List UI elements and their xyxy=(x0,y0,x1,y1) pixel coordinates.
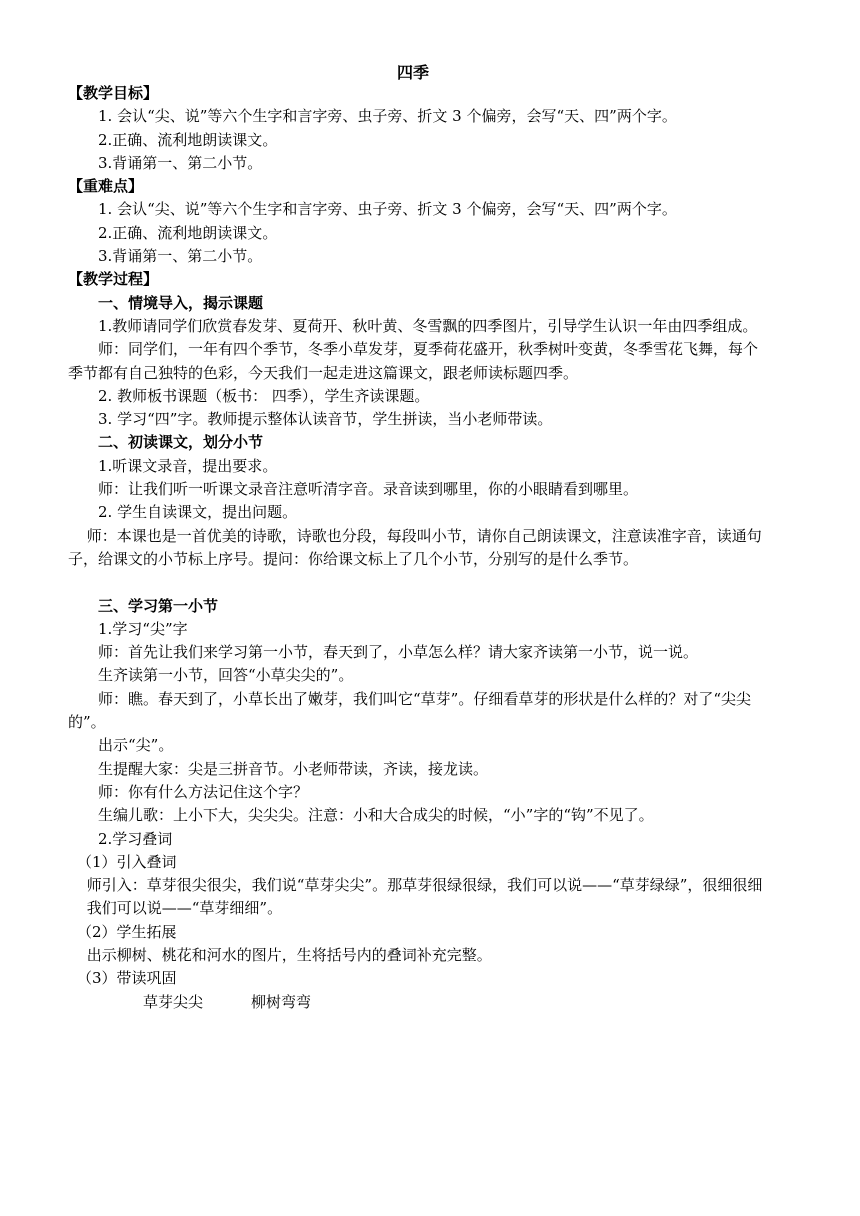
subsection-title-2: （2）学生拓展 xyxy=(77,922,177,941)
paragraph: 师：同学们，一年有四个季节，冬季小草发芽，夏季荷花盛开，秋季树叶变黄，冬季雪花飞舞，每个季节都有自己独特的色彩，今天我们一起走进这篇课文，跟老师读标题四季。 xyxy=(68,340,759,382)
part3-title: 三、学习第一小节 xyxy=(98,596,219,615)
word-row xyxy=(68,991,768,1014)
section-heading-keypoints: 【重难点】 xyxy=(68,177,144,196)
document-body xyxy=(68,82,768,1014)
paragraph: 1.教师请同学们欣赏春发芽、夏荷开、秋叶黄、冬雪飘的四季图片，引导学生认识一年由四季组成。 xyxy=(98,316,758,335)
paragraph: 生提醒大家：尖是三拼音节。小老师带读，齐读，接龙读。 xyxy=(98,759,489,778)
section-heading-goals: 【教学目标】 xyxy=(68,84,159,102)
word-item: 柳树弯弯 xyxy=(251,992,312,1011)
blank-line xyxy=(68,571,768,594)
word-item: 草芽尖尖 xyxy=(143,992,204,1011)
paragraph: 生编儿歌：上小下大，尖尖尖。注意：小和大合成尖的时候，“小”字的“钩”不见了。 xyxy=(98,806,654,825)
paragraph: 师引入：草芽很尖很尖，我们说“草芽尖尖”。那草芽很绿很绿，我们可以说——“草芽绿绿”，很细很细我们可以说——“草芽细细”。 xyxy=(86,876,763,918)
paragraph: 师：瞧。春天到了，小草长出了嫩芽，我们叫它“草芽”。仔细看草芽的形状是什么样的？对了“尖尖的”。 xyxy=(68,689,752,732)
document-title: 四季 xyxy=(396,63,429,82)
goal-item-1: 1. 会认“尖、说”等六个生字和言字旁、虫子旁、折文 3 个偏旁，会写“天、四”两个字。 xyxy=(98,107,677,126)
section-heading-process: 【教学过程】 xyxy=(68,270,159,289)
part1-title: 一、情境导入，揭示课题 xyxy=(98,293,264,312)
paragraph: 2.学习叠词 xyxy=(98,829,173,848)
paragraph: 1.学习“尖”字 xyxy=(98,619,188,638)
subsection-title-1: （1）引入叠词 xyxy=(77,852,177,871)
keypoint-item-1: 1. 会认“尖、说”等六个生字和言字旁、虫子旁、折文 3 个偏旁，会写“天、四”两个字。 xyxy=(98,200,677,219)
keypoint-item-2: 2.正确、流利地朗读课文。 xyxy=(98,223,278,242)
paragraph: 师：让我们听一听课文录音注意听清字音。录音读到哪里，你的小眼睛看到哪里。 xyxy=(98,480,639,499)
paragraph: 出示柳树、桃花和河水的图片，生将括号内的叠词补充完整。 xyxy=(86,945,492,964)
paragraph: 出示“尖”。 xyxy=(98,736,174,755)
part2-title: 二、初读课文，划分小节 xyxy=(98,433,264,452)
paragraph: 3. 学习“四”字。教师提示整体认读音节，学生拼读，当小老师带读。 xyxy=(98,410,553,429)
paragraph: 1.听课文录音，提出要求。 xyxy=(98,456,278,475)
paragraph: 生齐读第一小节，回答“小草尖尖的”。 xyxy=(98,666,354,685)
goal-item-2: 2.正确、流利地朗读课文。 xyxy=(98,130,278,149)
goal-item-3: 3.背诵第一、第二小节。 xyxy=(98,153,263,172)
paragraph: 师：首先让我们来学习第一小节，春天到了，小草怎么样？请大家齐读第一小节，说一说。 xyxy=(98,643,699,662)
paragraph: 师：你有什么方法记住这个字？ xyxy=(98,782,309,801)
subsection-title-3: （3）带读巩固 xyxy=(77,969,177,988)
paragraph: 2. 学生自读课文，提出问题。 xyxy=(98,503,298,522)
paragraph: 师：本课也是一首优美的诗歌，诗歌也分段，每段叫小节，请你自己朗读课文，注意读准字音，读通句子，给课文的小节标上序号。提问：你给课文标上了几个小节，分别写的是什么季节。 xyxy=(68,526,762,568)
keypoint-item-3: 3.背诵第一、第二小节。 xyxy=(98,247,263,266)
paragraph: 2. 教师板书课题（板书： 四季），学生齐读课题。 xyxy=(98,386,430,405)
